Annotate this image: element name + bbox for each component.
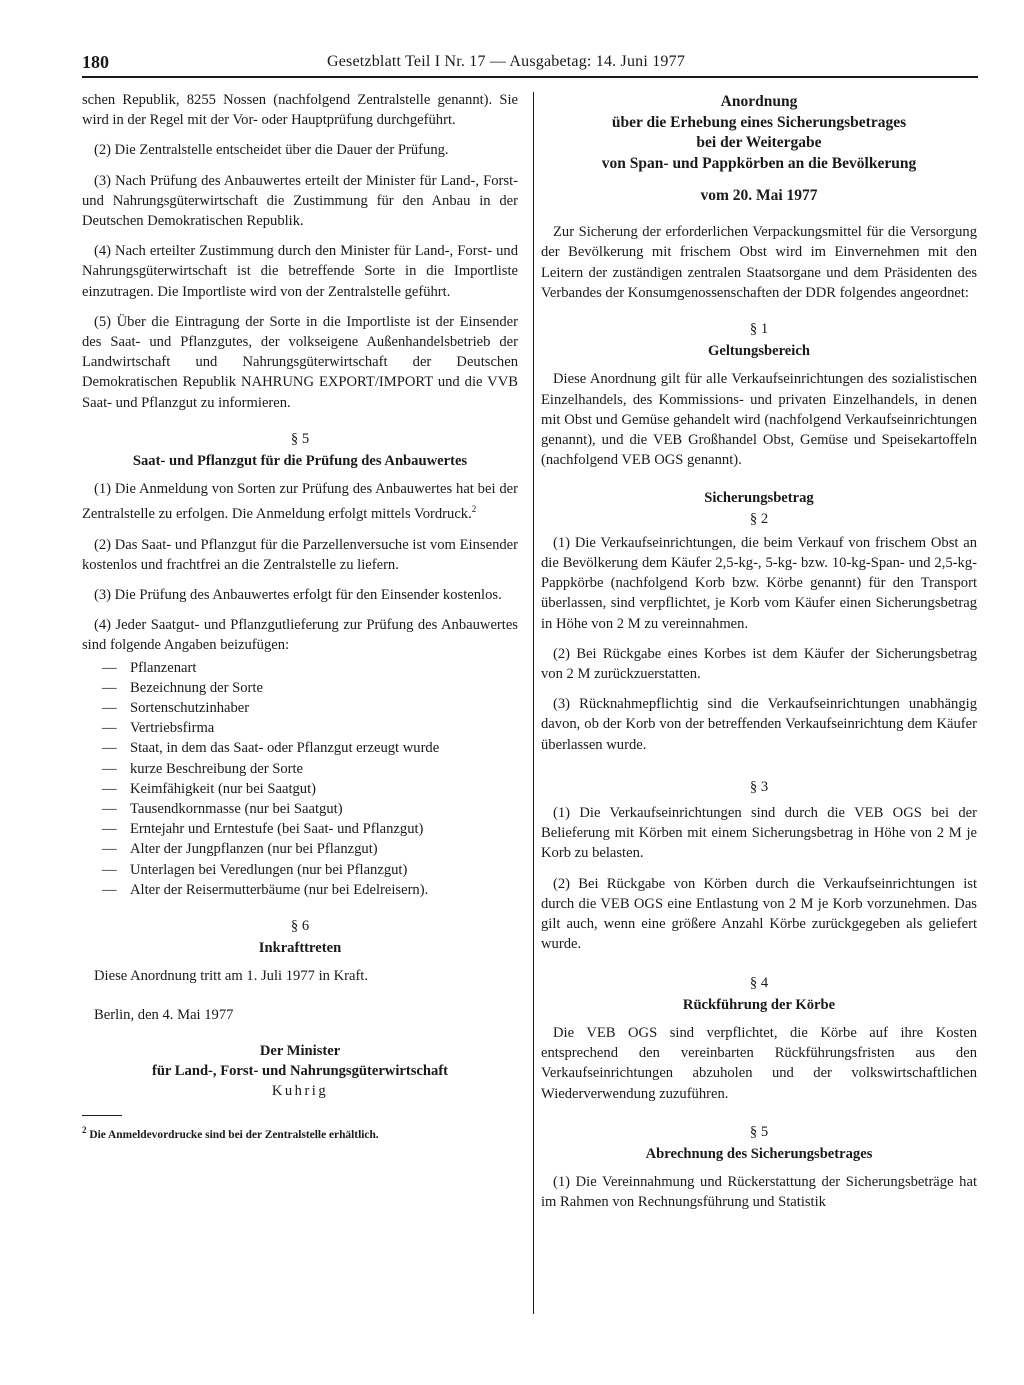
- section-1-heading: Geltungsbereich: [708, 343, 810, 360]
- signer-ministry: für Land-, Forst- und Nahrungsgüterwirtschaft: [151, 1062, 449, 1079]
- section-2-paragraph-1: (1) Die Verkaufseinrichtungen, die beim Verkauf von frischem Obst an die Bevölkerung dem Käufer 2,5-kg-, 5-kg- bzw. 10-kg-Span- und 2,5-kg-Pappkörbe (nachfolgend Korb bzw. Körbe genannt) für den Transport überlassen, sind verpflichtet, je Korb vom Käufer einen Sicherungsbetrag in Höhe von 2 M zu vereinnahmen.: [541, 534, 977, 632]
- section-5-paragraph-1-text: (1) Die Anmeldung von Sorten zur Prüfung des Anbauwertes hat bei der Zentralstelle zu erfolgen. Die Anmeldung erfolgt mittels Vordruck.: [82, 481, 518, 523]
- list-item: — Alter der Reisermutterbäume (nur bei Edelreisern).: [82, 880, 518, 900]
- place-date: Berlin, den 4. Mai 1977: [94, 1006, 234, 1023]
- preamble: Zur Sicherung der erforderlichen Verpackungsmittel für die Versorgung der Bevölkerung mit frischem Obst wird im Einvernehmen mit den Leitern der zuständigen zentralen Staatsorgane und dem Präsidenten des Verbandes der Konsumgenossenschaften der DDR folgendes angeordnet:: [541, 224, 977, 301]
- section-2-heading: Sicherungsbetrag: [704, 490, 814, 507]
- section-1-number: § 1: [749, 321, 769, 338]
- paragraph-4: (4) Nach erteilter Zustimmung durch den Minister für Land-, Forst- und Nahrungsgüterwirtschaft ist die betreffende Sorte in die Importliste einzutragen. Die Importliste wird von der Zentralstelle geführt.: [82, 243, 518, 300]
- section-5-paragraph-2: (2) Das Saat- und Pflanzgut für die Parzellenversuche ist vom Einsender kostenlos und frachtfrei an die Zentralstelle zu liefern.: [82, 536, 518, 573]
- page-number: 180: [82, 52, 109, 72]
- section-5-paragraph-4: (4) Jeder Saatgut- und Pflanzgutlieferung zur Prüfung des Anbauwertes sind folgende Angaben beizufügen:: [82, 617, 518, 654]
- paragraph-3: (3) Nach Prüfung des Anbauwertes erteilt der Minister für Land-, Forst- und Nahrungsgüterwirtschaft die Zustimmung für den Anbau in der Deutschen Demokratischen Republik.: [82, 172, 518, 230]
- section-6-number: § 6: [290, 917, 310, 934]
- section-4-number: § 4: [749, 974, 769, 991]
- left-column: [82, 90, 518, 1145]
- section-2-paragraph-3: (3) Rücknahmepflichtig sind die Verkaufseinrichtungen unabhängig davon, ob der Korb von der betreffenden Verkaufseinrichtung dem Käufer überlassen wurde.: [541, 696, 977, 753]
- section-5-heading: Abrechnung des Sicherungsbetrages: [645, 1145, 873, 1162]
- ordinance-date: vom 20. Mai 1977: [700, 187, 818, 204]
- footnote-mark: 2: [82, 1124, 87, 1135]
- required-info-list: [82, 658, 518, 900]
- list-item: — Bezeichnung der Sorte: [82, 678, 518, 698]
- list-item: — Sortenschutzinhaber: [82, 698, 518, 718]
- section-5-heading: Saat- und Pflanzgut für die Prüfung des Anbauwertes: [132, 453, 468, 470]
- section-6-text: Diese Anordnung tritt am 1. Juli 1977 in Kraft.: [94, 968, 369, 985]
- title-line-1: Anordnung: [720, 93, 798, 110]
- column-divider: [533, 92, 534, 1314]
- section-3-paragraph-2: (2) Bei Rückgabe von Körben durch die Verkaufseinrichtungen ist durch die VEB OGS eine Entlastung von 2 M je Korb vorzunehmen. Das gilt auch, wenn eine größere Anzahl Körbe zurückgegeben als geliefert wurde.: [541, 875, 977, 953]
- section-4-text: Die VEB OGS sind verpflichtet, die Körbe auf ihre Kosten entsprechend den vereinbarten Rückführungsfristen aus den Verkaufseinrichtungen abzuholen und der volkswirtschaftlichen Wiederverwendung zuzuführen.: [541, 1024, 977, 1102]
- list-item: — Erntejahr und Erntestufe (bei Saat- und Pflanzgut): [82, 819, 518, 839]
- running-title: Gesetzblatt Teil I Nr. 17 — Ausgabetag: 14. Juni 1977: [327, 53, 686, 70]
- list-item: — Tausendkornmasse (nur bei Saatgut): [82, 799, 518, 819]
- section-3-number: § 3: [749, 778, 769, 795]
- paragraph-2: (2) Die Zentralstelle entscheidet über die Dauer der Prüfung.: [94, 142, 449, 159]
- title-line-3: bei der Weitergabe: [696, 134, 822, 151]
- section-5-number: § 5: [290, 430, 310, 447]
- title-line-2: über die Erhebung eines Sicherungsbetrages: [611, 113, 907, 131]
- list-item: — Pflanzenart: [82, 658, 518, 678]
- right-column: [541, 90, 977, 1223]
- list-item: — Vertriebsfirma: [82, 718, 518, 738]
- signer-title: Der Minister: [259, 1042, 341, 1059]
- section-6-heading: Inkrafttreten: [258, 940, 342, 957]
- section-1-text: Diese Anordnung gilt für alle Verkaufseinrichtungen des sozialistischen Einzelhandels, des Kommissions- und privaten Einzelhandels, in denen mit Obst und Gemüse gehandelt wird (nachfolgend Verkaufseinrichtungen genannt), und die VEB Großhandel Obst, Gemüse und Speisekartoffeln (nachfolgend VEB OGS genannt).: [541, 371, 977, 469]
- list-item: — kurze Beschreibung der Sorte: [82, 759, 518, 779]
- footnote-reference: 2: [471, 504, 477, 515]
- section-5-paragraph-3: (3) Die Prüfung des Anbauwertes erfolgt für den Einsender kostenlos.: [94, 586, 502, 603]
- signer-name: Kuhrig: [271, 1082, 329, 1099]
- section-5-paragraph-1: (1) Die Vereinnahmung und Rückerstattung der Sicherungsbeträge hat im Rahmen von Rechnungsführung und Statistik: [541, 1174, 977, 1211]
- section-5-paragraph-1: [82, 479, 518, 524]
- list-item: — Alter der Jungpflanzen (nur bei Pflanzgut): [82, 839, 518, 859]
- section-2-number: § 2: [749, 510, 769, 527]
- title-line-4: von Span- und Pappkörben an die Bevölkerung: [601, 154, 917, 172]
- list-item: — Staat, in dem das Saat- oder Pflanzgut erzeugt wurde: [82, 738, 518, 758]
- paragraph-5: (5) Über die Eintragung der Sorte in die Importliste ist der Einsender des Saat- und Pflanzgutes, der volkseigene Außenhandelsbetrieb der Landwirtschaft und Nahrungsgüterwirtschaft der Deutschen Demokratischen Republik NAHRUNG EXPORT/IMPORT und die VVB Saat- und Pflanzgut zu informieren.: [82, 313, 518, 411]
- section-2-paragraph-2: (2) Bei Rückgabe eines Korbes ist dem Käufer der Sicherungsbetrag von 2 M zurückzuerstatten.: [541, 645, 977, 683]
- section-5-number: § 5: [749, 1123, 769, 1140]
- intro-paragraph: schen Republik, 8255 Nossen (nachfolgend Zentralstelle genannt). Sie wird in der Regel mit der Vor- oder Hauptprüfung durchgeführt.: [82, 92, 518, 129]
- section-4-heading: Rückführung der Körbe: [682, 996, 836, 1013]
- footnote-text: Die Anmeldevordrucke sind bei der Zentralstelle erhältlich.: [89, 1128, 379, 1141]
- section-3-paragraph-1: (1) Die Verkaufseinrichtungen sind durch die VEB OGS bei der Belieferung mit Körben mit einem Sicherungsbetrag in Höhe von 2 M je Korb zu belasten.: [541, 805, 977, 862]
- ordinance-title: [541, 92, 977, 174]
- list-item: — Keimfähigkeit (nur bei Saatgut): [82, 779, 518, 799]
- page-header: [82, 52, 978, 78]
- list-item: — Unterlagen bei Veredlungen (nur bei Pflanzgut): [82, 860, 518, 880]
- footnote: [82, 1120, 518, 1145]
- footnote-divider: [82, 1115, 122, 1116]
